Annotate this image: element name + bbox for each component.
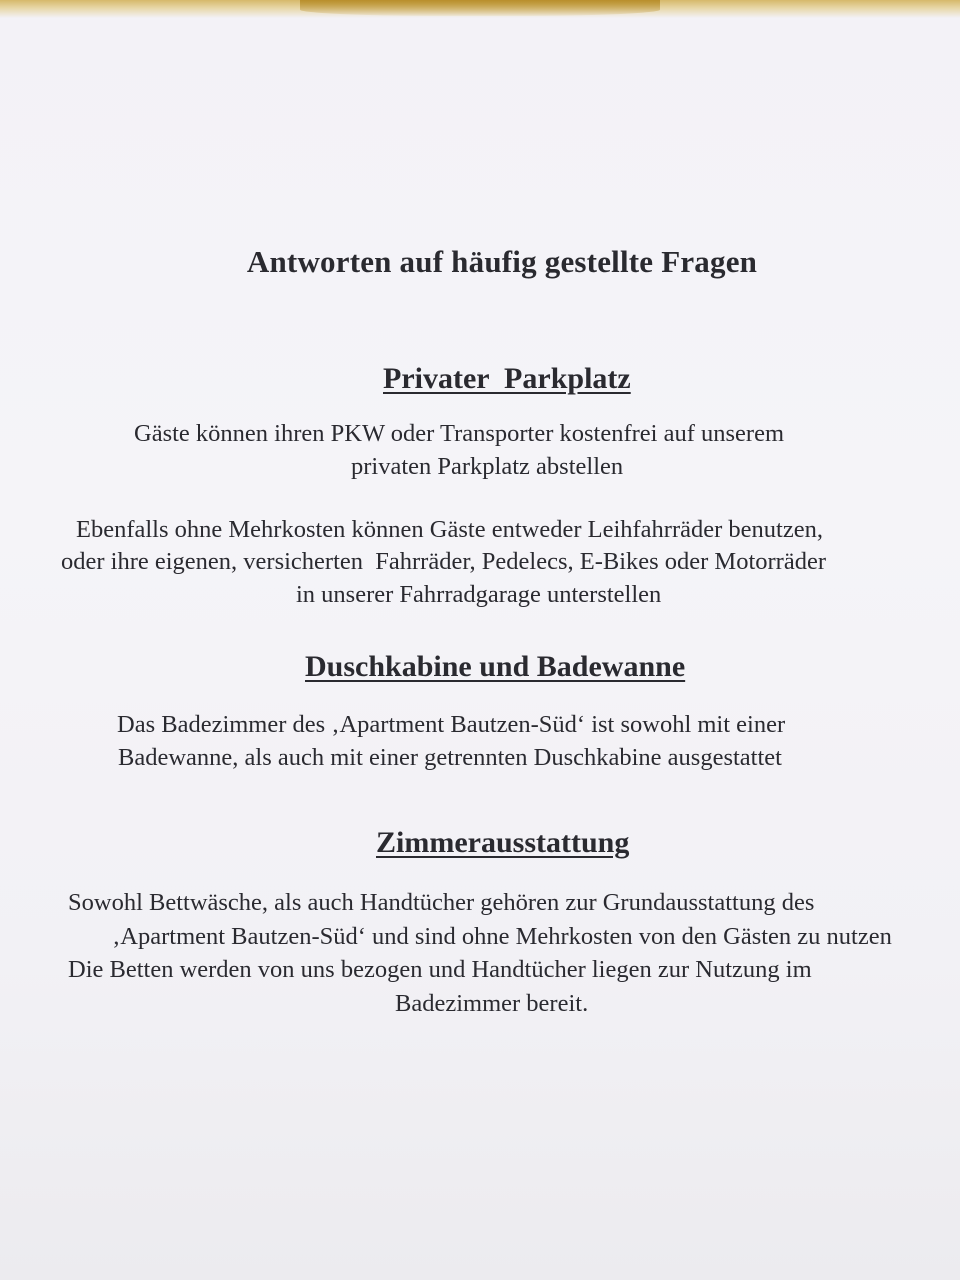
bad-text-line: Badewanne, als auch mit einer getrennten Duschkabine ausgestattet — [118, 744, 782, 771]
page-title: Antworten auf häufig gestellte Fragen — [246, 244, 758, 279]
fahrrad-text-line: Ebenfalls ohne Mehrkosten können Gäste entweder Leihfahrräder benutzen, — [76, 516, 823, 543]
zimmer-text-line: Badezimmer bereit. — [395, 990, 589, 1017]
top-edge-shadow — [300, 0, 660, 16]
bad-text-line: Das Badezimmer des ‚Apartment Bautzen-Süd‘ ist sowohl mit einer — [117, 711, 786, 738]
zimmer-text-line: Sowohl Bettwäsche, als auch Handtücher gehören zur Grundausstattung des — [68, 889, 815, 916]
parkplatz-text-line: privaten Parkplatz abstellen — [351, 453, 624, 480]
zimmer-text-line: ‚Apartment Bautzen-Süd‘ und sind ohne Mehrkosten von den Gästen zu nutzen — [112, 923, 892, 950]
zimmer-text-line: Die Betten werden von uns bezogen und Handtücher liegen zur Nutzung im — [68, 956, 812, 983]
fahrrad-text-line: in unserer Fahrradgarage unterstellen — [296, 581, 662, 608]
heading-zimmerausstattung: Zimmerausstattung — [376, 826, 630, 859]
fahrrad-text-line: oder ihre eigenen, versicherten Fahrräder, Pedelecs, E-Bikes oder Motorräder — [61, 548, 827, 575]
heading-parkplatz: Privater Parkplatz — [383, 362, 631, 395]
heading-duschkabine: Duschkabine und Badewanne — [305, 650, 686, 683]
parkplatz-text-line: Gäste können ihren PKW oder Transporter kostenfrei auf unserem — [134, 420, 785, 447]
